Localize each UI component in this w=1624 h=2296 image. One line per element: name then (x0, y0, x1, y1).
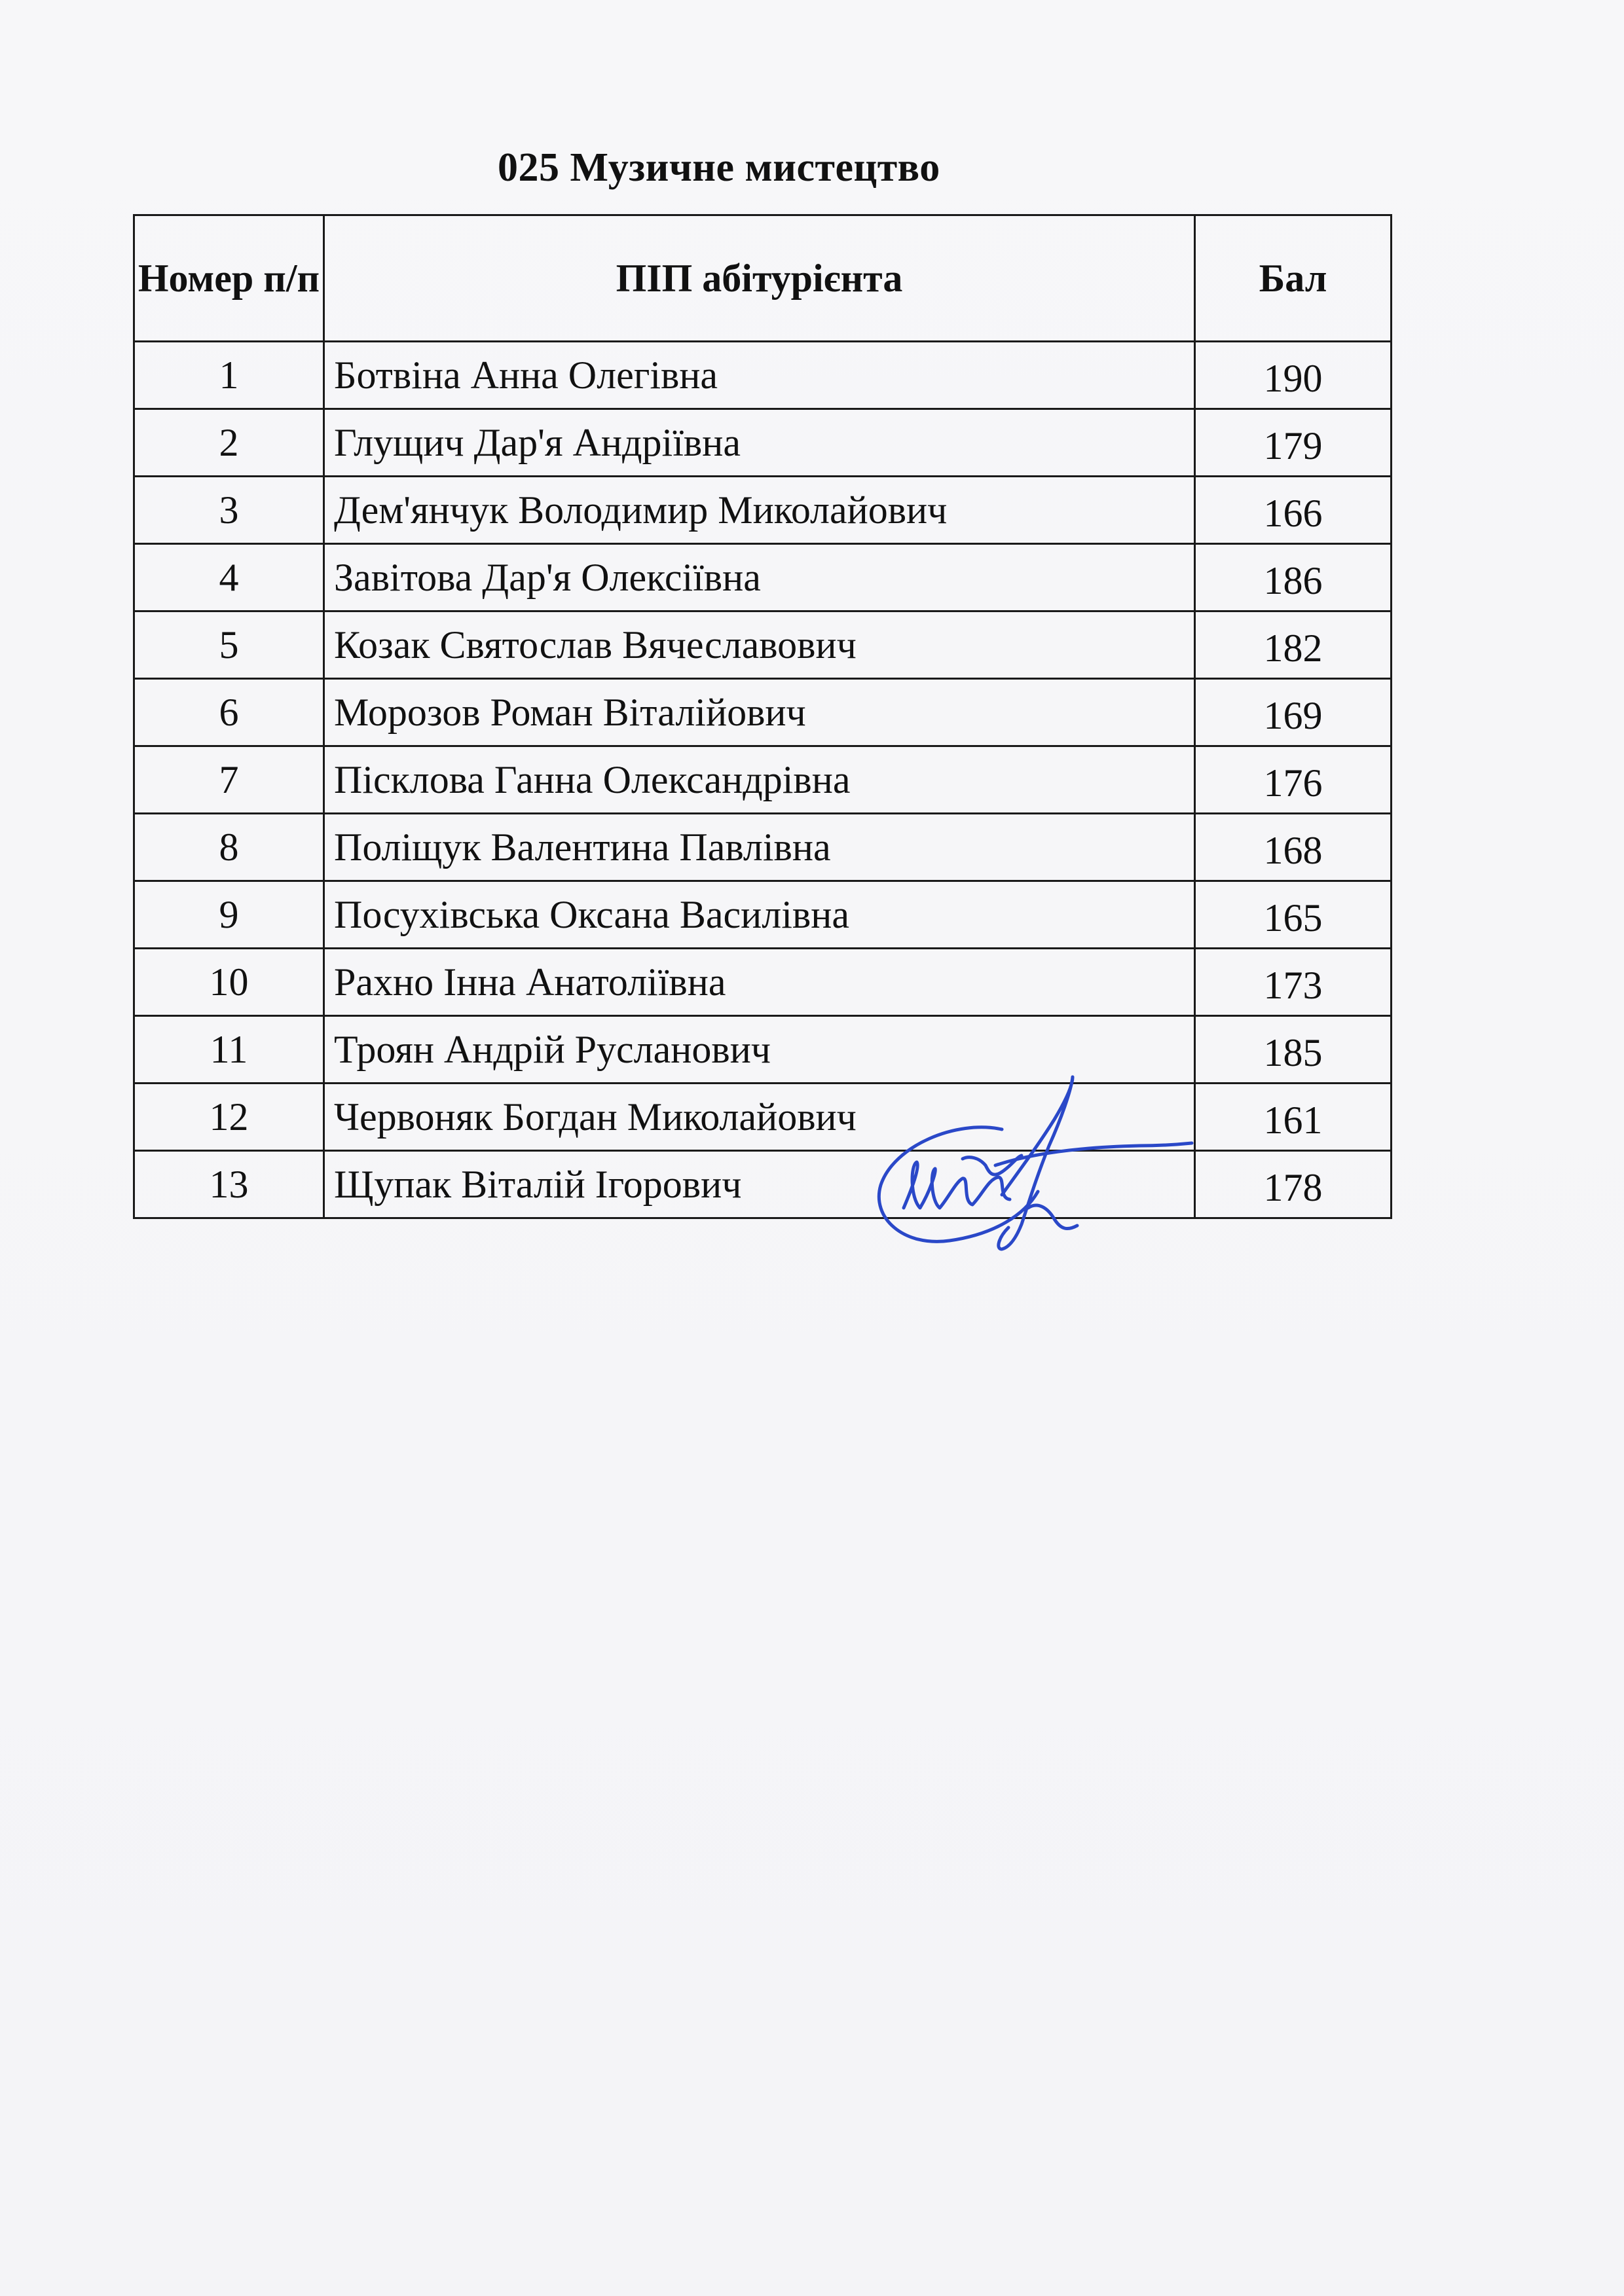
applicant-name: Глущич Дар'я Андріївна (324, 409, 1195, 477)
applicant-score: 166 (1195, 477, 1392, 544)
applicant-name: Пісклова Ганна Олександрівна (324, 746, 1195, 814)
applicant-name: Завітова Дар'я Олексіївна (324, 544, 1195, 611)
applicant-score: 173 (1195, 949, 1392, 1016)
applicant-score: 186 (1195, 544, 1392, 611)
signature-strokes (879, 1077, 1192, 1249)
applicant-score: 190 (1195, 342, 1392, 409)
applicant-name: Рахно Інна Анатоліївна (324, 949, 1195, 1016)
table-row (134, 611, 1392, 679)
table-row (134, 746, 1392, 814)
document-title: 025 Музичне мистецтво (498, 145, 940, 190)
table-row (134, 342, 1392, 409)
row-number: 8 (134, 814, 324, 881)
row-number: 1 (134, 342, 324, 409)
row-number: 13 (134, 1151, 324, 1218)
row-number: 10 (134, 949, 324, 1016)
header-score: Бал (1195, 215, 1392, 342)
table-row (134, 679, 1392, 746)
row-number: 7 (134, 746, 324, 814)
table-row (134, 409, 1392, 477)
applicant-name: Дем'янчук Володимир Миколайович (324, 477, 1195, 544)
applicant-score: 178 (1195, 1151, 1392, 1218)
applicant-name: Щупак Віталій Ігорович (324, 1151, 1195, 1218)
applicant-name: Червоняк Богдан Миколайович (324, 1084, 1195, 1151)
row-number: 12 (134, 1084, 324, 1151)
applicant-score: 161 (1195, 1084, 1392, 1151)
applicant-score: 169 (1195, 679, 1392, 746)
applicant-name: Морозов Роман Віталійович (324, 679, 1195, 746)
applicant-name: Ботвіна Анна Олегівна (324, 342, 1195, 409)
table-row (134, 881, 1392, 949)
results-table (133, 214, 1392, 1219)
row-number: 2 (134, 409, 324, 477)
applicant-score: 179 (1195, 409, 1392, 477)
applicant-name: Козак Святослав Вячеславович (324, 611, 1195, 679)
applicant-score: 185 (1195, 1016, 1392, 1084)
table-row (134, 814, 1392, 881)
applicant-score: 165 (1195, 881, 1392, 949)
table-row (134, 544, 1392, 611)
table-row (134, 477, 1392, 544)
applicant-score: 176 (1195, 746, 1392, 814)
handwritten-signature (864, 1074, 1205, 1290)
row-number: 4 (134, 544, 324, 611)
table-row (134, 949, 1392, 1016)
row-number: 5 (134, 611, 324, 679)
table-header-row (134, 215, 1392, 342)
row-number: 9 (134, 881, 324, 949)
row-number: 3 (134, 477, 324, 544)
signature-stroke (963, 1156, 1022, 1175)
applicant-score: 168 (1195, 814, 1392, 881)
signature-stroke (904, 1162, 1010, 1208)
applicant-name: Посухівська Оксана Василівна (324, 881, 1195, 949)
header-name: ПІП абітурієнта (324, 215, 1195, 342)
applicant-name: Троян Андрій Русланович (324, 1016, 1195, 1084)
row-number: 6 (134, 679, 324, 746)
applicant-name: Поліщук Валентина Павлівна (324, 814, 1195, 881)
applicant-score: 182 (1195, 611, 1392, 679)
row-number: 11 (134, 1016, 324, 1084)
header-number: Номер п/п (134, 215, 324, 342)
signature-stroke (1028, 1205, 1077, 1229)
signature-stroke (999, 1077, 1073, 1249)
